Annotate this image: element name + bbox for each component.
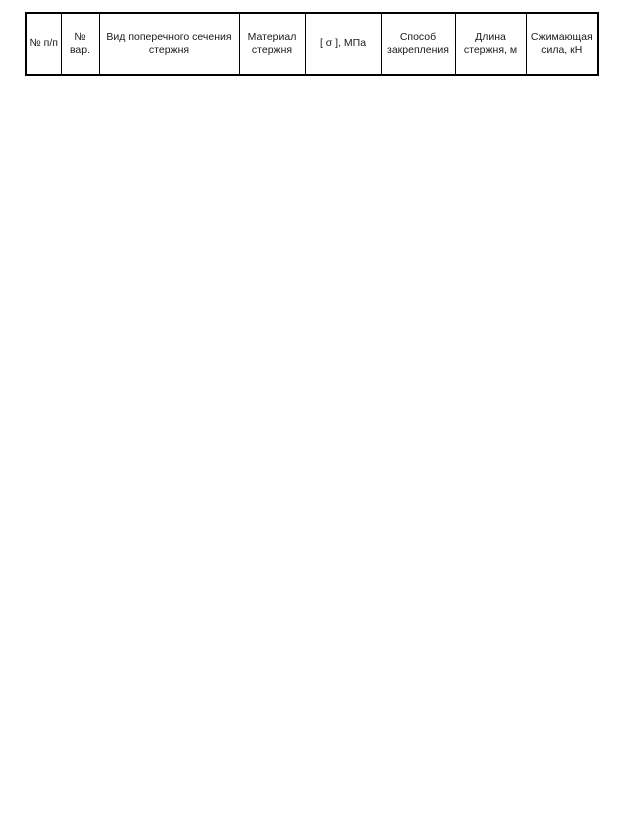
header-row-number: № п/п: [26, 13, 61, 75]
variants-table-sheet: [25, 12, 599, 76]
header-row: [26, 13, 598, 75]
table-header: [26, 13, 598, 75]
header-length: Длина стержня, м: [455, 13, 526, 75]
header-force: Сжимающая сила, кН: [526, 13, 598, 75]
header-variant: № вар.: [61, 13, 99, 75]
header-material: Материал стержня: [239, 13, 305, 75]
variants-table: [25, 12, 599, 76]
header-sigma: [ σ ], МПа: [305, 13, 381, 75]
header-section-view: Вид поперечного сечения стержня: [99, 13, 239, 75]
header-fixing-method: Способ закрепления: [381, 13, 455, 75]
